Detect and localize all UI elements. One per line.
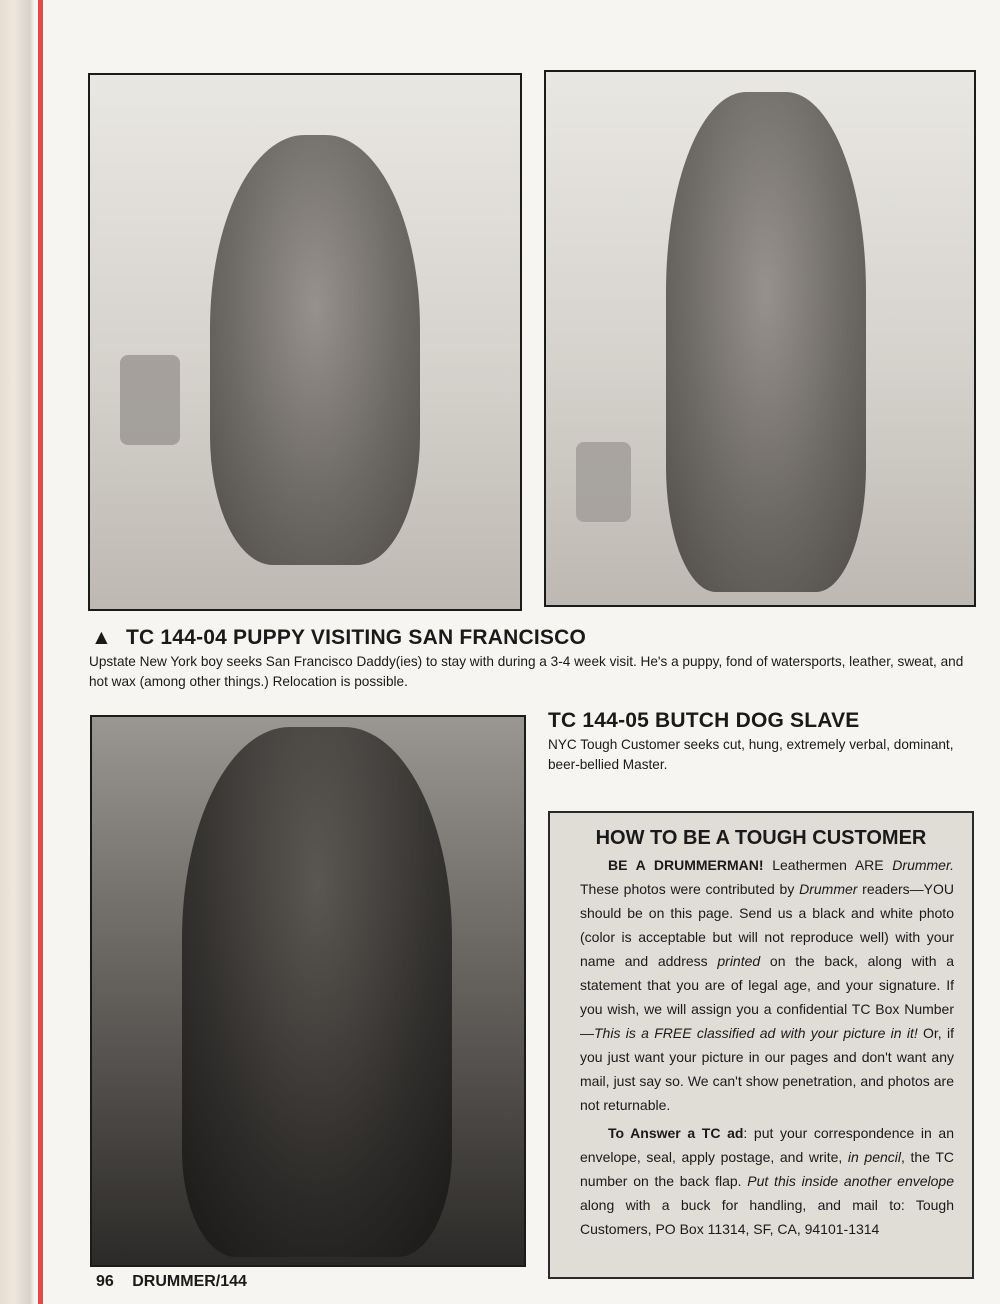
triangle-marker-icon: ▲ [91, 626, 112, 649]
photo-can [576, 442, 631, 522]
ad-body-tc-144-05: NYC Tough Customer seeks cut, hung, extremely verbal, dominant, beer-bellied Master. [548, 737, 954, 772]
photo-figure [182, 727, 452, 1257]
how-to-paragraph-1: BE A DRUMMERMAN! Leathermen ARE Drummer. These photos were contributed by Drummer readers—YOU should be on this page. Send us a black and white photo (color is acceptable but will not reproduce well) with your name and address printed on the back, along with a statement that you are of legal age, and your signature. If you wish, we will assign you a confidential TC Box Number—This is a FREE classified ad with your picture in it! Or, if you just want your picture in our pages and don't want any mail, just say so. We can't show penetration, and photos are not returnable. [580, 857, 954, 1113]
publication-name: DRUMMER/144 [132, 1273, 247, 1290]
photo-figure [666, 92, 866, 592]
how-to-paragraph-2: To Answer a TC ad: put your correspondence in an envelope, seal, apply postage, and write, in pencil, the TC number on the back flap. Put this inside another envelope along with a buck for handling, and mail to: Tough Customers, PO Box 11314, SF, CA, 94101-1314 [580, 1125, 955, 1237]
page-number: 96 [96, 1273, 114, 1290]
how-to-text [580, 853, 954, 1241]
ad-title-tc-144-04: ▲ TC 144-04 PUPPY VISITING SAN FRANCISCO [91, 626, 586, 649]
binding-spine [0, 0, 34, 1304]
how-to-title: HOW TO BE A TOUGH CUSTOMER [595, 827, 927, 849]
photo-puppy-kneeling [88, 73, 522, 611]
photo-cuffed-arms-raised [544, 70, 976, 607]
ad-title-tc-144-05: TC 144-05 BUTCH DOG SLAVE [548, 709, 860, 732]
photo-leather-master [90, 715, 526, 1267]
how-to-box [548, 811, 974, 1279]
photo-figure [210, 135, 420, 565]
ad-body-tc-144-04: Upstate New York boy seeks San Francisco Daddy(ies) to stay with during a 3-4 week visit. He's a puppy, fond of watersports, leather, sweat, and hot wax (among other things.) Relocation is possible. [89, 654, 964, 689]
spine-red-edge [38, 0, 43, 1304]
page-footer [96, 1273, 247, 1291]
photo-can [120, 355, 180, 445]
